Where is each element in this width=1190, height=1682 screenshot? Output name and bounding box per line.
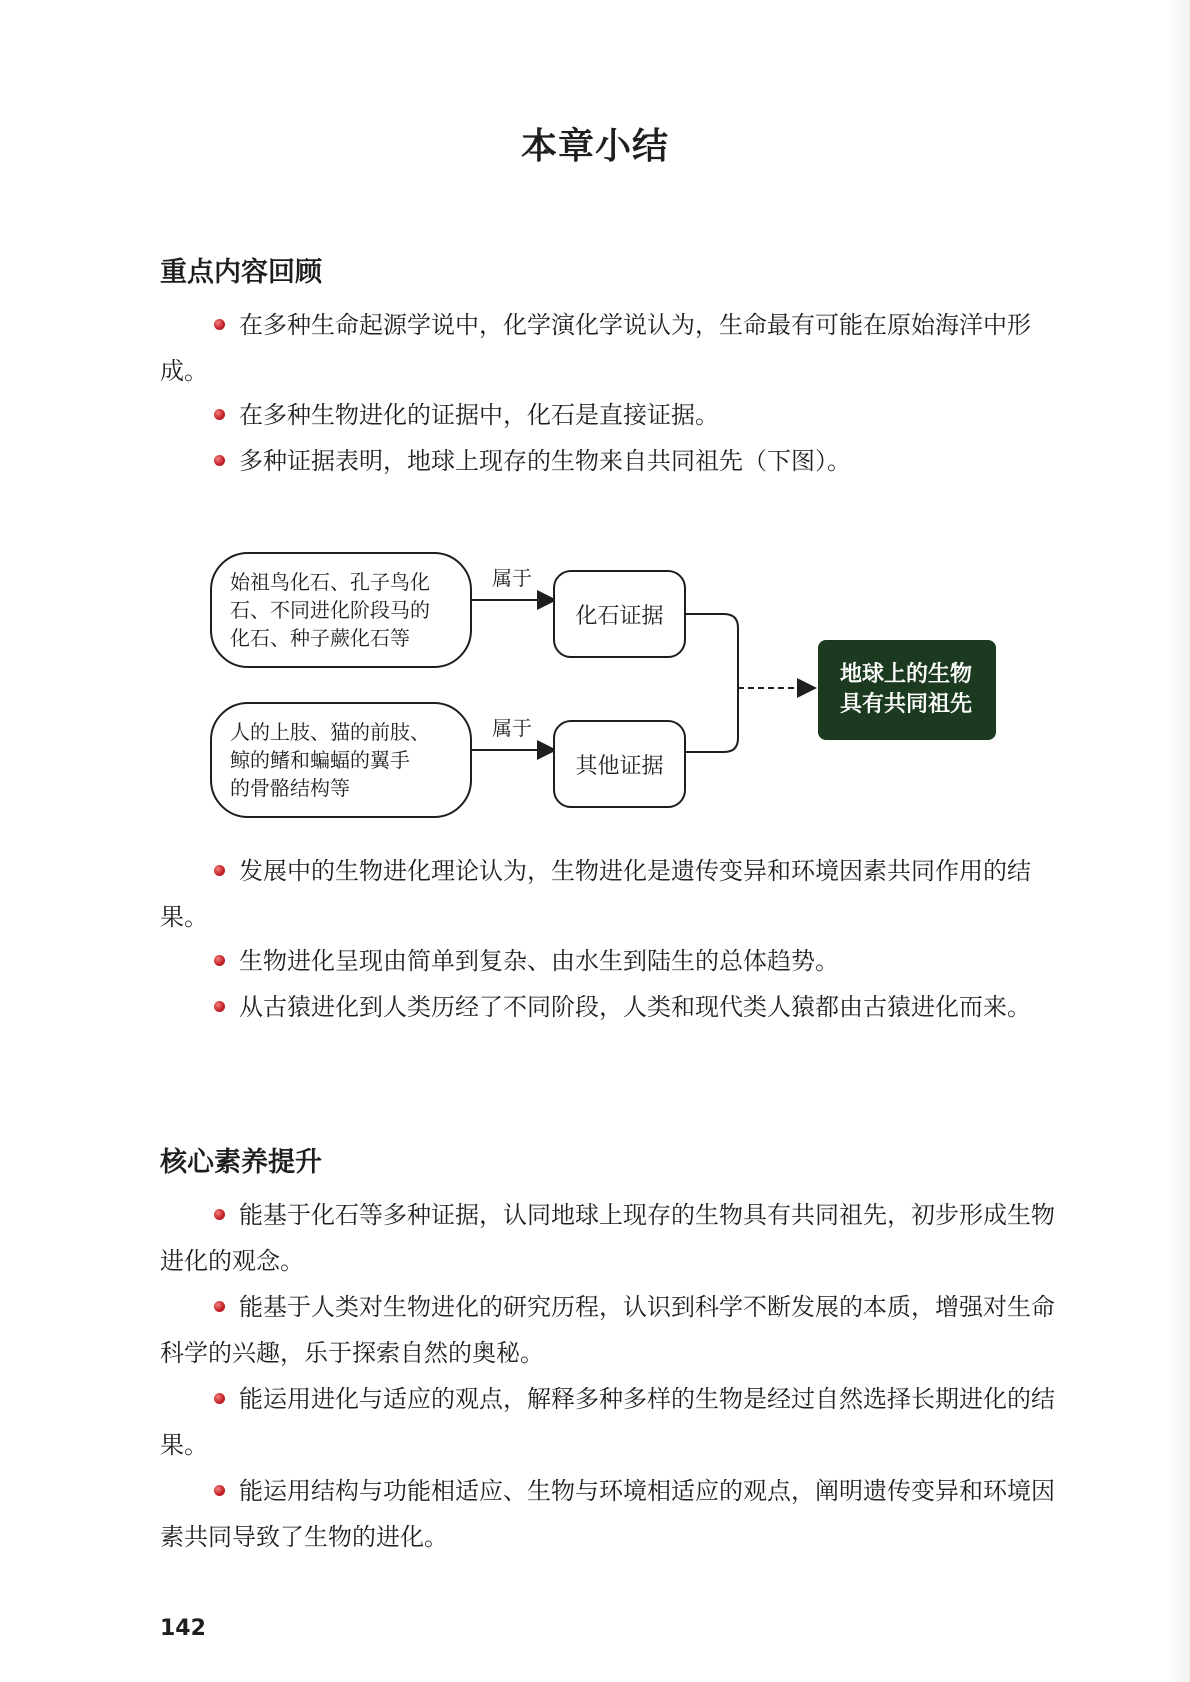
- bullet-dot: [214, 409, 225, 420]
- page-edge-shadow: [1168, 0, 1190, 1682]
- evidence-diagram: [0, 540, 1190, 840]
- literacy-point-4: 能运用结构与功能相适应、生物与环境相适应的观点，阐明遗传变异和环境因素共同导致了生物的进化。: [160, 1477, 1055, 1551]
- belongs-to-label-top: 属于: [492, 566, 532, 590]
- review-heading: 重点内容回顾: [160, 257, 322, 288]
- fossil-examples-box: 始祖鸟化石、孔子鸟化 石、不同进化阶段马的 化石、种子蕨化石等: [210, 552, 472, 668]
- other-evidence-box: 其他证据: [553, 720, 686, 808]
- page-number: 142: [160, 1616, 206, 1641]
- bullet-dot: [214, 865, 225, 876]
- literacy-point-2: 能基于人类对生物进化的研究历程，认识到科学不断发展的本质，增强对生命科学的兴趣，乐于探索自然的奥秘。: [160, 1293, 1055, 1367]
- other-examples-box: 人的上肢、猫的前肢、 鲸的鳍和蝙蝠的翼手 的骨骼结构等: [210, 702, 472, 818]
- review-point-6: 从古猿进化到人类历经了不同阶段，人类和现代类人猿都由古猿进化而来。: [160, 984, 1065, 1030]
- chapter-summary-title: 本章小结: [520, 126, 669, 167]
- bullet-dot: [214, 955, 225, 966]
- bullet-dot: [214, 455, 225, 466]
- literacy-heading: 核心素养提升: [160, 1147, 322, 1178]
- review-point-4: 发展中的生物进化理论认为，生物进化是遗传变异和环境因素共同作用的结果。: [160, 857, 1031, 931]
- bullet-dot: [214, 1485, 225, 1496]
- belongs-to-label-bottom: 属于: [492, 716, 532, 740]
- review-point-2: 在多种生物进化的证据中，化石是直接证据。: [160, 392, 1065, 438]
- literacy-point-1: 能基于化石等多种证据，认同地球上现存的生物具有共同祖先，初步形成生物进化的观念。: [160, 1201, 1055, 1275]
- fossil-evidence-box: 化石证据: [553, 570, 686, 658]
- review-point-1: 在多种生命起源学说中，化学演化学说认为，生命最有可能在原始海洋中形成。: [160, 311, 1031, 385]
- bracket-connector: [686, 614, 738, 752]
- bullet-dot: [214, 1301, 225, 1312]
- review-point-3: 多种证据表明，地球上现存的生物来自共同祖先（下图）。: [160, 438, 1065, 484]
- bullet-dot: [214, 1393, 225, 1404]
- literacy-point-3: 能运用进化与适应的观点，解释多种多样的生物是经过自然选择长期进化的结果。: [160, 1385, 1055, 1459]
- bullet-dot: [214, 1001, 225, 1012]
- bullet-dot: [214, 319, 225, 330]
- common-ancestor-box: 地球上的生物 具有共同祖先: [818, 640, 996, 740]
- review-point-5: 生物进化呈现由简单到复杂、由水生到陆生的总体趋势。: [160, 938, 1065, 984]
- bullet-dot: [214, 1209, 225, 1220]
